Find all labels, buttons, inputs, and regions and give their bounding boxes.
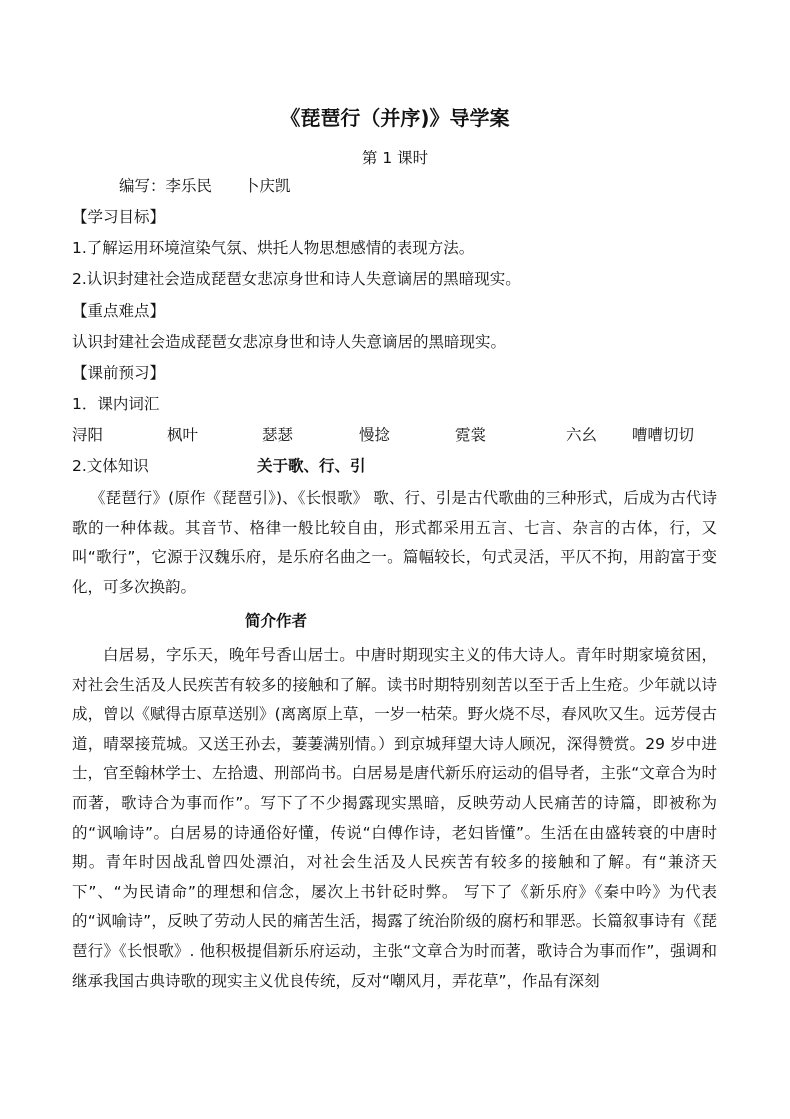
goal-item-2: 2.认识封建社会造成琵琶女悲凉身世和诗人失意谪居的黑暗现实。 — [72, 270, 521, 288]
author-intro-paragraph: 白居易，字乐天，晚年号香山居士。中唐时期现实主义的伟大诗人。青年时期家境贫困，对社会生活及人民疾苦有较多的接触和了解。读书时期特别刻苦以至于舌上生疮。少年就以诗成，曾以《赋得古原草送别》(离离原上草，一岁一枯荣。野火烧不尽，春风吹又生。远芳侵古道，晴翠接荒城。又送王孙去，萋萋满别情。）到京城拜望大诗人顾况，深得赞赏。29 岁中进士，官至翰林学士、左拾遗、刑部尚书。白居易是唐代新乐府运动的倡导者，主张“文章合为时而著，歌诗合为事而作”。写下了不少揭露现实黑暗，反映劳动人民痛苦的诗篇，即被称为的“讽喻诗”。白居易的诗通俗好懂，传说“白傅作诗，老妇皆懂”。生活在由盛转衰的中唐时期。青年时因战乱曾四处漂泊，对社会生活及人民疾苦有较多的接触和了解。有“兼济天下”、“为民请命”的理想和信念，屡次上书针砭时弊。 写下了《新乐府》《秦中吟》为代表的“讽喻诗”，反映了劳动人民的痛苦生活，揭露了统治阶级的腐朽和罪恶。长篇叙事诗有《琵琶行》《长恨歌》. 他积极提倡新乐府运动，主张“文章合为时而著，歌诗合为事而作”，强调和继承我国古典诗歌的现实主义优良传统，反对“嘲风月，弄花草”，作品有深刻 — [72, 646, 717, 990]
vocab-word: 枫叶 — [167, 426, 199, 444]
genre-paragraph: 《琵琶行》(原作《琵琶引》)、《长恨歌》 歌、行、引是古代歌曲的三种形式，后成为古代诗歌的一种体裁。其音节、格律一般比较自由，形式都采用五言、七言、杂言的古体，行，又叫“歌行”，它源于汉魏乐府，是乐府名曲之一。篇幅较长，句式灵活，平仄不拘，用韵富于变化，可多次换韵。 — [72, 489, 717, 596]
vocab-word: 嘈嘈切切 — [632, 426, 695, 444]
vocab-word: 瑟瑟 — [262, 426, 294, 444]
author-name-1: 李乐民 — [165, 177, 213, 195]
goal-item-1: 1.了解运用环境渲染气氛、烘托人物思想感情的表现方法。 — [72, 239, 475, 257]
genre-heading: 2.文体知识 — [72, 457, 149, 475]
vocab-word: 浔阳 — [72, 426, 104, 444]
authors-line — [119, 176, 290, 196]
author-name-2: 卜庆凯 — [243, 177, 291, 195]
key-text: 认识封建社会造成琵琶女悲凉身世和诗人失意谪居的黑暗现实。 — [72, 333, 507, 351]
preview-heading: 【课前预习】 — [72, 364, 166, 382]
vocab-word: 慢捻 — [359, 426, 391, 444]
genre-subheading: 关于歌、行、引 — [257, 457, 366, 475]
key-heading: 【重点难点】 — [72, 302, 166, 320]
document-title: 《琵琶行（并序)》导学案 — [280, 106, 510, 130]
authors-label: 编写： — [119, 177, 166, 195]
vocab-word: 六幺 — [566, 426, 598, 444]
lesson-label: 第 1 课时 — [361, 149, 429, 167]
vocab-heading: 1．课内词汇 — [72, 395, 160, 413]
vocab-word: 霓裳 — [455, 426, 487, 444]
goals-heading: 【学习目标】 — [72, 208, 166, 226]
author-intro-heading: 简介作者 — [245, 612, 308, 630]
